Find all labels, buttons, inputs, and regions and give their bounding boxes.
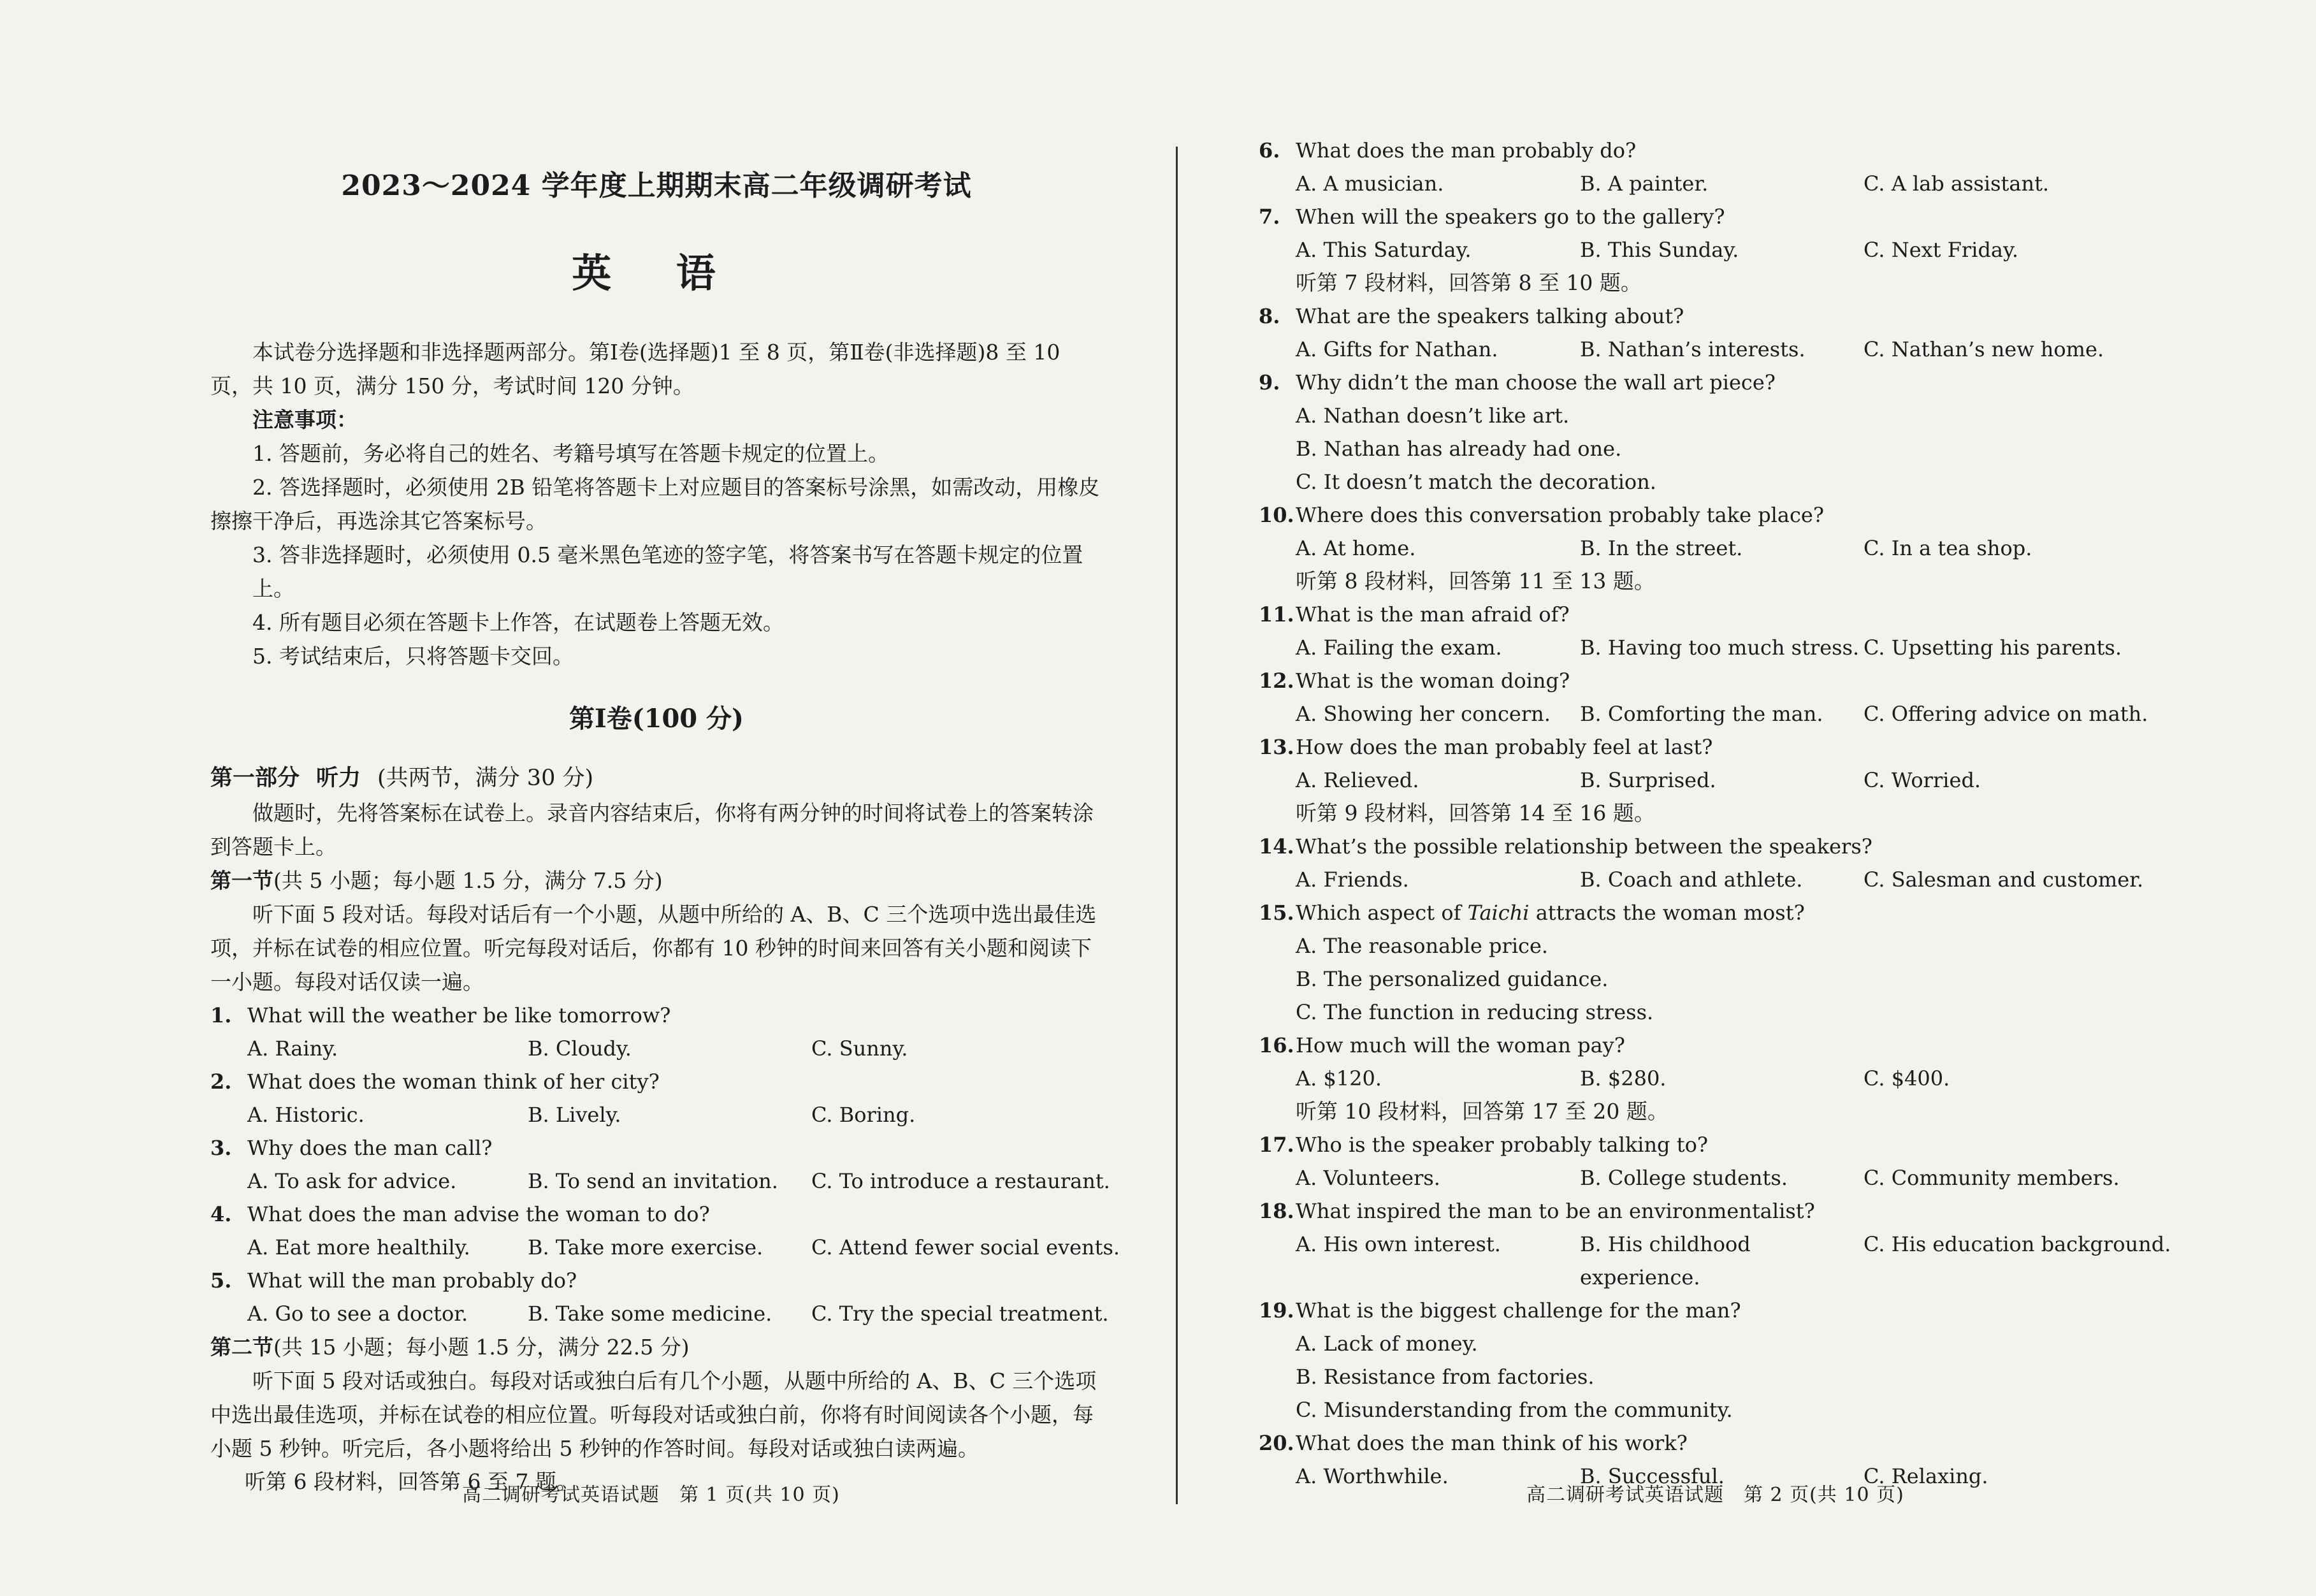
material-lead: 听第 10 段材料，回答第 17 至 20 题。 [1296,1099,1668,1124]
option-a: A. Failing the exam. [1296,635,1502,660]
section-tag: (共 5 小题；每小题 1.5 分，满分 7.5 分) [273,868,663,893]
question-13 [1259,730,2164,797]
question-number: 5. [210,1268,232,1293]
option-c: C. To introduce a restaurant. [811,1169,1110,1193]
option-b: B. In the street. [1580,536,1743,560]
question-number: 13. [1259,735,1294,759]
option-b: B. Nathan has already had one. [1296,437,1622,461]
question-16 [1259,1029,2164,1095]
question-number: 15. [1259,901,1294,925]
option-c: C. Community members. [1864,1166,2120,1190]
volume-heading: 第Ⅰ卷(100 分) [569,704,744,734]
option-a: A. Historic. [247,1103,365,1127]
option-c: C. Nathan’s new home. [1864,337,2104,361]
option-c: C. Try the special treatment. [811,1302,1109,1326]
question-text: Why does the man call? [247,1136,493,1160]
question-number: 17. [1259,1133,1294,1157]
question-number: 10. [1259,503,1294,527]
question-text: What is the biggest challenge for the man? [1296,1298,1741,1323]
question-7 [1259,200,2164,266]
page-2 [1259,134,2171,1493]
page-1 [210,163,1120,1498]
option-b: B. To send an invitation. [528,1169,778,1193]
page-footer: 高二调研考试英语试题 第 1 页(共 10 页) [462,1484,840,1506]
note-item: 1. 答题前，务必将自己的姓名、考籍号填写在答题卡规定的位置上。 [252,441,889,466]
question-number: 9. [1259,370,1280,395]
question-text: When will the speakers go to the gallery? [1296,205,1725,229]
option-c: C. Sunny. [811,1036,908,1061]
option-a: A. Volunteers. [1296,1166,1440,1190]
option-c: C. It doesn’t match the decoration. [1296,470,1656,494]
option-b: B. College students. [1580,1166,1788,1190]
question-9 [1259,366,2164,498]
option-c: C. Offering advice on math. [1864,702,2148,726]
section-heading [210,1330,1103,1364]
question-text: Where does this conversation probably take place? [1296,503,1824,527]
option-b: B. Nathan’s interests. [1580,337,1806,361]
question-8 [1259,300,2164,366]
question-number: 6. [1259,138,1280,163]
question-number: 20. [1259,1431,1294,1455]
part-instruction: 做题时，先将答案标在试卷上。录音内容结束后，你将有两分钟的时间将试卷上的答案转涂到答题卡上。 [210,801,1094,859]
question-number: 11. [1259,602,1294,627]
option-b: B. Successful. [1580,1464,1725,1488]
material-lead: 听第 6 段材料，回答第 6 至 7 题。 [245,1469,577,1494]
option-b: B. Lively. [528,1103,621,1127]
option-a: A. Nathan doesn’t like art. [1296,403,1570,428]
part-heading [210,760,1103,796]
material-lead: 听第 8 段材料，回答第 11 至 13 题。 [1296,569,1655,593]
option-b: B. This Sunday. [1580,238,1739,262]
option-c: C. Boring. [811,1103,916,1127]
option-b: B. Resistance from factories. [1296,1365,1595,1389]
section-tag: (共 15 小题；每小题 1.5 分，满分 22.5 分) [273,1335,690,1360]
question-text: What will the man probably do? [247,1268,577,1293]
option-b: B. A painter. [1580,171,1709,196]
option-b: B. Take some medicine. [528,1302,772,1326]
question-number: 14. [1259,834,1294,859]
question-14 [1259,830,2164,896]
option-b: B. $280. [1580,1066,1667,1091]
question-text: What is the man afraid of? [1296,602,1570,627]
question-number: 18. [1259,1199,1294,1223]
option-a: A. This Saturday. [1296,238,1472,262]
question-5 [210,1264,1109,1330]
notes-heading: 注意事项： [252,407,358,432]
question-text: What inspired the man to be an environmentalist? [1296,1199,1815,1223]
option-a: A. His own interest. [1296,1232,1501,1256]
question-text-part: Which aspect of [1296,901,1468,925]
option-a: A. Relieved. [1296,768,1419,792]
option-a: A. Worthwhile. [1296,1464,1449,1488]
option-a: A. The reasonable price. [1296,934,1549,958]
option-b: B. Take more exercise. [528,1235,764,1259]
note-item: 4. 所有题目必须在答题卡上作答，在试题卷上答题无效。 [252,610,784,635]
question-text: What’s the possible relationship between the speakers? [1296,834,1872,859]
part-name: 听力 [316,765,361,791]
section-instruction: 听下面 5 段对话或独白。每段对话或独白后有几个小题，从题中所给的 A、B、C 三个选项中选出最佳选项，并标在试卷的相应位置。听每段对话或独白前，你将有时间阅读各个小题，每小题 5 秒钟。听完后，各小题将给出 5 秒钟的作答时间。每段对话或独白读两遍。 [210,1368,1097,1461]
question-text: How does the man probably feel at last? [1296,735,1713,759]
question-number: 12. [1259,669,1294,693]
note-item: 5. 考试结束后，只将答题卡交回。 [252,644,574,669]
question-text: What are the speakers talking about? [1296,304,1684,328]
option-a: A. Showing her concern. [1296,702,1551,726]
option-b: B. Surprised. [1580,768,1716,792]
option-c: C. His education background. [1864,1232,2171,1256]
option-a: A. Rainy. [247,1036,338,1061]
material-lead: 听第 9 段材料，回答第 14 至 16 题。 [1296,801,1655,825]
question-text: What does the woman think of her city? [247,1070,660,1094]
part-tag: (共两节，满分 30 分) [377,765,594,791]
question-number: 8. [1259,304,1280,328]
option-b: B. The personalized guidance. [1296,967,1609,991]
option-c: C. A lab assistant. [1864,171,2050,196]
note-item: 3. 答非选择题时，必须使用 0.5 毫米黑色笔迹的签字笔，将答案书写在答题卡规定的位置上。 [252,542,1083,601]
question-11 [1259,598,2164,664]
option-a: A. Eat more healthily. [247,1235,470,1259]
question-text: What is the woman doing? [1296,669,1570,693]
question-4 [210,1198,1120,1264]
question-18 [1259,1194,2171,1294]
option-c: C. Relaxing. [1864,1464,1988,1488]
question-12 [1259,664,2164,730]
option-c: C. In a tea shop. [1864,536,2032,560]
question-3 [210,1131,1110,1198]
exam-intro: 本试卷分选择题和非选择题两部分。第Ⅰ卷(选择题)1 至 8 页，第Ⅱ卷(非选择题)8 至 10 页，共 10 页，满分 150 分，考试时间 120 分钟。 [210,340,1060,398]
part-label: 第一部分 [210,765,300,791]
question-10 [1259,498,2164,565]
option-b: B. Cloudy. [528,1036,632,1061]
question-number: 16. [1259,1033,1294,1057]
option-a: A. At home. [1296,536,1416,560]
option-b: B. Coach and athlete. [1580,867,1803,892]
question-2 [210,1065,1103,1131]
question-19 [1259,1294,2164,1426]
option-a: A. Go to see a doctor. [247,1302,468,1326]
option-c: C. The function in reducing stress. [1296,1000,1654,1024]
option-c: C. Upsetting his parents. [1864,635,2122,660]
question-1 [210,999,1103,1065]
question-number: 7. [1259,205,1280,229]
option-c: C. $400. [1864,1066,1950,1091]
page-footer: 高二调研考试英语试题 第 2 页(共 10 页) [1526,1484,1904,1506]
option-a: A. Gifts for Nathan. [1296,337,1498,361]
option-c: C. Next Friday. [1864,238,2018,262]
section-label: 第二节 [210,1335,273,1360]
question-number: 1. [210,1003,232,1027]
option-c: C. Worried. [1864,768,1981,792]
question-text: Why didn’t the man choose the wall art piece? [1296,370,1776,395]
question-text: What does the man probably do? [1296,138,1637,163]
option-c: C. Attend fewer social events. [811,1235,1120,1259]
material-lead: 听第 7 段材料，回答第 8 至 10 题。 [1296,270,1642,295]
question-text-part: attracts the woman most? [1529,901,1805,925]
option-a: A. $120. [1296,1066,1382,1091]
note-item: 2. 答选择题时，必须使用 2B 铅笔将答题卡上对应题目的答案标号涂黑，如需改动，用橡皮擦擦干净后，再选涂其它答案标号。 [210,475,1100,533]
exam-title: 2023～2024 学年度上期期末高二年级调研考试 [341,170,972,202]
question-text-emphasis: Taichi [1467,901,1530,925]
option-b: B. Comforting the man. [1580,702,1823,726]
question-number: 3. [210,1136,232,1160]
question-text: Who is the speaker probably talking to? [1296,1133,1708,1157]
subject-title: 英 语 [572,250,741,296]
page-divider [1176,147,1178,1504]
question-number: 19. [1259,1298,1294,1323]
question-number: 2. [210,1070,232,1094]
option-a: A. Friends. [1296,867,1409,892]
option-c: C. Salesman and customer. [1864,867,2144,892]
section-instruction: 听下面 5 段对话。每段对话后有一个小题，从题中所给的 A、B、C 三个选项中选出最佳选项，并标在试卷的相应位置。听完每段对话后，你都有 10 秒钟的时间来回答有关小题和阅读下一小题。每段对话仅读一遍。 [210,902,1097,994]
question-17 [1259,1128,2164,1194]
section-heading [210,864,1103,897]
question-text: What does the man advise the woman to do? [247,1202,710,1226]
question-6 [1259,134,2164,200]
section-label: 第一节 [210,868,273,893]
question-text: What will the weather be like tomorrow? [247,1003,671,1027]
question-number: 4. [210,1202,232,1226]
option-c: C. Misunderstanding from the community. [1296,1398,1733,1422]
option-a: A. To ask for advice. [247,1169,457,1193]
option-b: B. Having too much stress. [1580,635,1860,660]
option-a: A. A musician. [1296,171,1444,196]
question-text: How much will the woman pay? [1296,1033,1625,1057]
question-text [1296,896,1805,929]
question-text: What does the man think of his work? [1296,1431,1688,1455]
option-a: A. Lack of money. [1296,1331,1478,1356]
question-15 [1259,896,2164,1029]
option-b: B. His childhood experience. [1580,1232,1751,1289]
